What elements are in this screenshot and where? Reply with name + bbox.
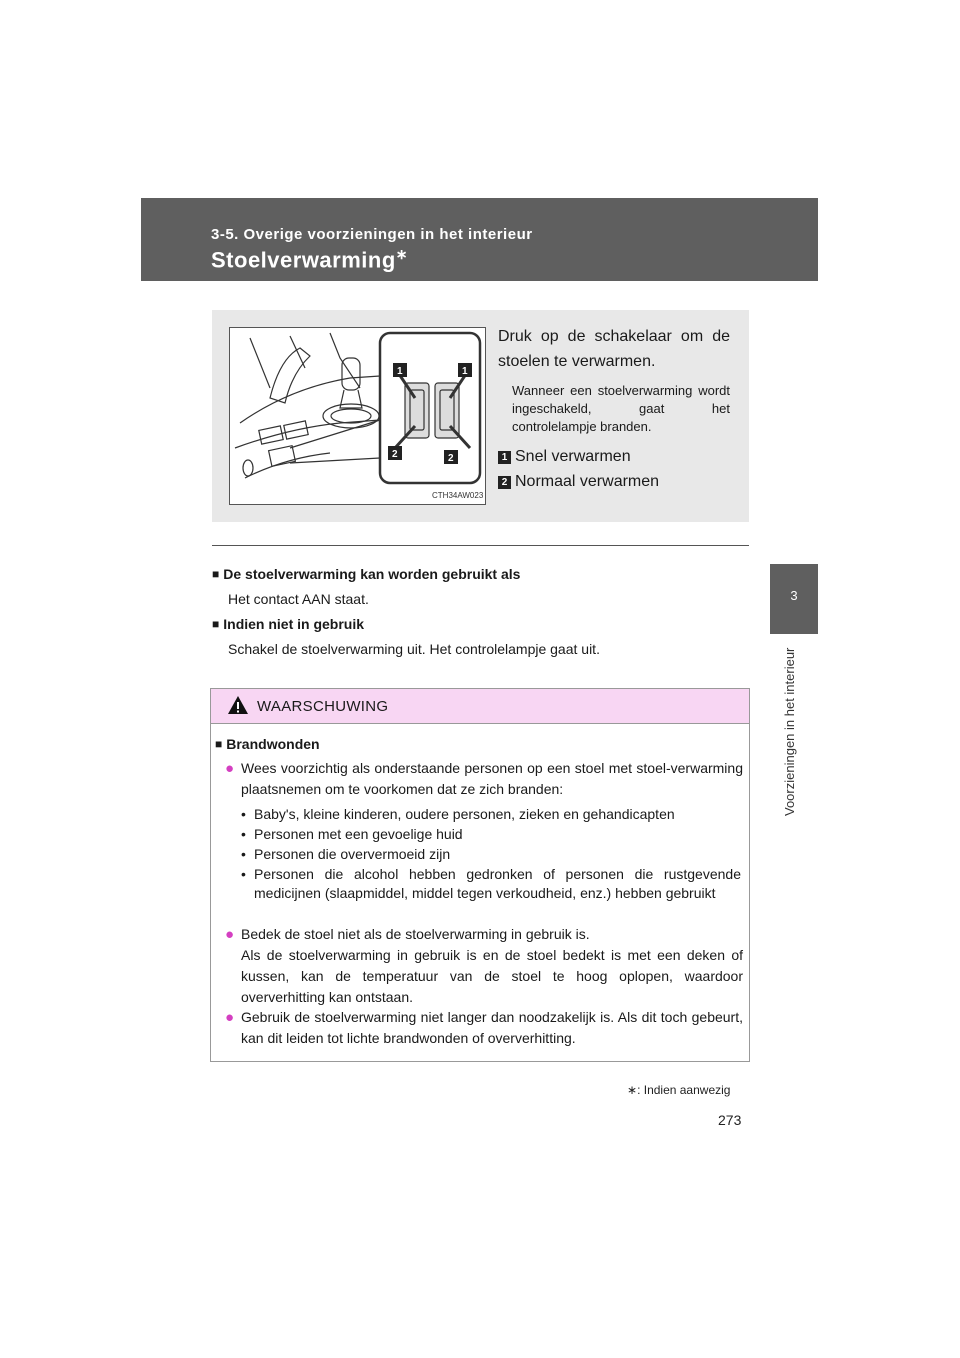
warning-item-line: Bedek de stoel niet als de stoelverwarming in gebruik is. [241, 926, 590, 942]
chapter-tab [770, 564, 818, 634]
page-title-text: Stoelverwarming [211, 247, 396, 273]
legend-label: Snel verwarmen [515, 448, 631, 465]
warning-sub-item: • Baby's, kleine kinderen, oudere personen, zieken en gehandicapten [241, 805, 741, 824]
chapter-number: 3 [790, 588, 798, 603]
warning-item-text: Wees voorzichtig als onderstaande personen op een stoel met stoel-verwarming plaatsnemen om te voorkomen dat ze zich branden: [241, 760, 743, 797]
circle-bullet-icon: ● [225, 760, 235, 777]
warning-sub-item: • Personen die alcohol hebben gedronken of personen die rustgevende medicijnen (slaapmiddel, middel tegen verkoudheid, enz.) hebben gebruikt [241, 866, 741, 901]
warning-box [210, 688, 750, 1062]
square-bullet-icon: ■ [212, 617, 220, 631]
warning-sub-item: • Personen met een gevoelige huid [241, 825, 741, 844]
callout-label: 2 [448, 453, 454, 464]
page-title [211, 246, 408, 273]
instruction-text: Druk op de schakelaar om de stoelen te verwarmen. [498, 328, 730, 370]
callout-label: 2 [392, 449, 398, 460]
footnote [627, 1083, 730, 1097]
warning-item [225, 1007, 743, 1049]
legend-number: 2 [498, 476, 511, 489]
warning-heading [215, 736, 320, 752]
circle-bullet-icon: ● [225, 1009, 235, 1026]
info-heading [212, 616, 364, 632]
divider [212, 545, 749, 546]
info-heading [212, 566, 520, 582]
warning-item-text: Gebruik de stoelverwarming niet langer dan noodzakelijk is. Als dit toch gebeurt, kan dit leiden tot lichte brandwonden of oververhitting. [241, 1009, 743, 1046]
warning-sub-item: • Personen die oververmoeid zijn [241, 845, 741, 864]
warning-triangle-icon [227, 695, 249, 715]
info-heading-text: De stoelverwarming kan worden gebruikt als [223, 566, 521, 582]
square-bullet-icon: ■ [215, 737, 223, 751]
warning-sub-text: Personen die alcohol hebben gedronken of personen die rustgevende medicijnen (slaapmiddel, middel tegen verkoudheid, enz.) hebben gebruikt [254, 866, 741, 901]
title-asterisk: ∗ [395, 246, 409, 262]
square-bullet-icon: ■ [212, 567, 220, 581]
section-header [141, 198, 818, 281]
warning-heading-text: Brandwonden [226, 736, 320, 752]
instruction-note: Wanneer een stoelverwarming wordt ingeschakeld, gaat het controlelampje branden. [512, 383, 730, 434]
section-label: 3-5. Overige voorzieningen in het interieur [211, 226, 533, 243]
warning-item [225, 758, 743, 800]
callout-label: 1 [462, 366, 468, 377]
callout-label: 1 [397, 366, 403, 377]
warning-sub-text: Personen met een gevoelige huid [254, 826, 463, 842]
legend-item-normal [498, 472, 659, 492]
footnote-mark: ∗ [627, 1083, 638, 1097]
legend-number: 1 [498, 451, 511, 464]
seat-heater-illustration [229, 327, 486, 505]
warning-header [211, 689, 749, 724]
warning-item-line: Als de stoelverwarming in gebruik is en de stoel bedekt is met een deken of kussen, kan de temperatuur van de stoel te hoog oplopen, waardoor oververhitting kan ontstaan. [241, 947, 743, 1005]
warning-item [225, 924, 743, 1008]
figure-panel [212, 310, 749, 522]
console-drawing [230, 328, 485, 504]
chapter-title: Voorzieningen in het interieur [782, 648, 797, 817]
image-code: CTH34AW023 [432, 491, 484, 500]
info-body: Schakel de stoelverwarming uit. Het controlelampje gaat uit. [228, 641, 600, 657]
info-body: Het contact AAN staat. [228, 591, 369, 607]
warning-item-text [241, 924, 743, 1008]
warning-sub-text: Baby's, kleine kinderen, oudere personen, zieken en gehandicapten [254, 806, 675, 822]
footnote-text: : Indien aanwezig [637, 1083, 731, 1097]
circle-bullet-icon: ● [225, 926, 235, 943]
warning-title: WAARSCHUWING [257, 698, 389, 715]
legend-item-quick [498, 447, 631, 467]
warning-sub-text: Personen die oververmoeid zijn [254, 846, 451, 862]
page-number: 273 [718, 1112, 742, 1128]
legend-label: Normaal verwarmen [515, 473, 660, 490]
info-heading-text: Indien niet in gebruik [223, 616, 365, 632]
